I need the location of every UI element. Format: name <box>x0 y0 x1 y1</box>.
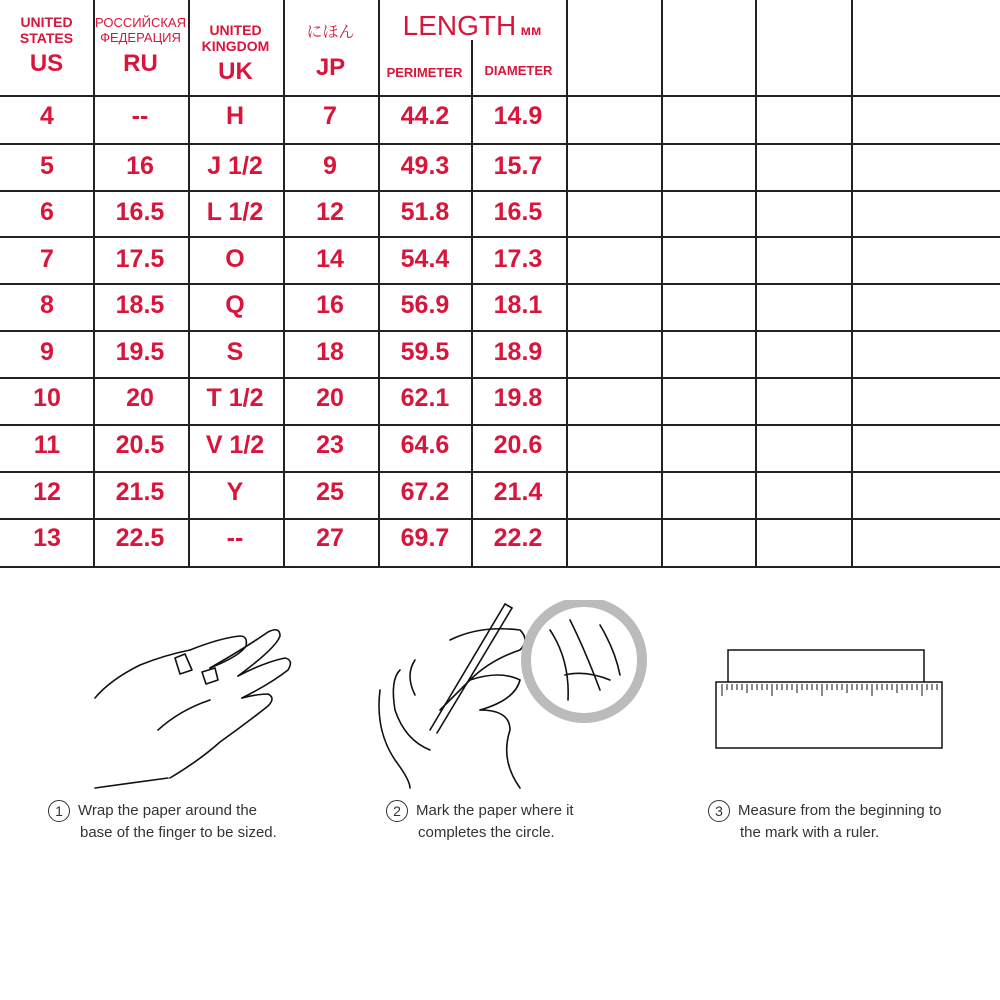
cell-diameter: 18.1 <box>493 291 543 319</box>
cell-us: 5 <box>40 152 54 180</box>
cell-diameter: 18.9 <box>493 338 543 366</box>
cell-uk: Y <box>226 478 244 506</box>
cell-perimeter: 56.9 <box>400 291 450 319</box>
cell-diameter: 19.8 <box>493 384 543 412</box>
cell-us: 9 <box>40 338 54 366</box>
cell-uk: H <box>225 102 245 130</box>
cell-jp: 20 <box>316 384 344 412</box>
step-number: 1 <box>48 800 70 822</box>
cell-us: 12 <box>33 478 61 506</box>
cell-diameter: 16.5 <box>493 198 543 226</box>
cell-us: 13 <box>33 524 61 552</box>
step-text: Wrap the paper around the <box>78 802 258 819</box>
grid-line <box>0 95 1000 97</box>
step-2 <box>386 800 574 844</box>
header-uk <box>188 22 283 86</box>
cell-ru: 16 <box>126 152 154 180</box>
cell-perimeter: 59.5 <box>400 338 450 366</box>
grid-line <box>0 236 1000 238</box>
cell-uk: V 1/2 <box>205 431 265 459</box>
grid-line <box>0 377 1000 379</box>
cell-jp: 18 <box>316 338 344 366</box>
grid-line <box>0 190 1000 192</box>
cell-perimeter: 67.2 <box>400 478 450 506</box>
step-text: base of the finger to be sized. <box>80 824 277 842</box>
cell-us: 6 <box>40 198 54 226</box>
step-number: 3 <box>708 800 730 822</box>
step-number: 2 <box>386 800 408 822</box>
cell-us: 11 <box>33 431 61 459</box>
cell-perimeter: 49.3 <box>400 152 450 180</box>
header-perimeter: PERIMETER <box>386 65 463 80</box>
header-diameter: DIAMETER <box>484 63 553 78</box>
cell-ru: 22.5 <box>115 524 165 552</box>
cell-perimeter: 62.1 <box>400 384 450 412</box>
grid-line <box>0 283 1000 285</box>
grid-line <box>0 330 1000 332</box>
cell-uk: O <box>225 245 245 273</box>
ruler-illustration <box>714 648 946 752</box>
cell-uk: Q <box>225 291 245 319</box>
grid-line <box>0 566 1000 568</box>
step-3 <box>708 800 941 844</box>
grid-line <box>0 518 1000 520</box>
cell-diameter: 20.6 <box>493 431 543 459</box>
header-length-title: LENGTH <box>402 10 517 41</box>
cell-jp: 16 <box>316 291 344 319</box>
cell-uk: S <box>226 338 244 366</box>
cell-diameter: 14.9 <box>493 102 543 130</box>
header-us-code: US <box>29 50 64 78</box>
cell-diameter: 22.2 <box>493 524 543 552</box>
cell-uk: J 1/2 <box>207 152 263 180</box>
cell-ru: 16.5 <box>115 198 165 226</box>
cell-jp: 25 <box>316 478 344 506</box>
cell-diameter: 17.3 <box>493 245 543 273</box>
cell-ru: 17.5 <box>115 245 165 273</box>
cell-us: 10 <box>33 384 61 412</box>
cell-jp: 12 <box>316 198 344 226</box>
grid-line <box>0 143 1000 145</box>
hand-mark-illustration <box>370 600 660 790</box>
cell-ru: 20.5 <box>115 431 165 459</box>
header-ru <box>93 16 188 77</box>
step-text: Mark the paper where it <box>416 802 574 819</box>
header-us <box>0 14 93 78</box>
cell-ru: 20 <box>126 384 154 412</box>
cell-jp: 14 <box>316 245 344 273</box>
cell-jp: 27 <box>316 524 344 552</box>
hand-wrap-illustration <box>80 610 320 800</box>
step-1 <box>48 800 277 844</box>
cell-us: 7 <box>40 245 54 273</box>
cell-uk: T 1/2 <box>206 384 264 412</box>
header-ru-code: RU <box>123 49 158 77</box>
cell-diameter: 15.7 <box>493 152 543 180</box>
header-uk-code: UK <box>218 58 253 86</box>
cell-perimeter: 44.2 <box>400 102 450 130</box>
header-jp-label: にほん <box>306 24 355 41</box>
header-jp-code: JP <box>315 54 346 82</box>
cell-jp: 23 <box>316 431 344 459</box>
header-ru-label: РОССИЙСКАЯ ФЕДЕРАЦИЯ <box>95 15 186 45</box>
step-text: Measure from the beginning to <box>738 802 942 819</box>
header-us-label: UNITED STATES <box>19 14 74 47</box>
cell-uk: -- <box>226 524 244 552</box>
cell-ru: 18.5 <box>115 291 165 319</box>
step-text: completes the circle. <box>418 824 555 842</box>
grid-line <box>0 424 1000 426</box>
header-jp <box>283 24 378 82</box>
cell-us: 4 <box>40 102 54 130</box>
grid-line <box>0 471 1000 473</box>
cell-perimeter: 54.4 <box>400 245 450 273</box>
header-length <box>378 10 566 42</box>
step-text: the mark with a ruler. <box>740 824 880 842</box>
cell-ru: -- <box>131 102 149 130</box>
cell-ru: 21.5 <box>115 478 165 506</box>
cell-diameter: 21.4 <box>493 478 543 506</box>
cell-perimeter: 69.7 <box>400 524 450 552</box>
cell-perimeter: 64.6 <box>400 431 450 459</box>
cell-uk: L 1/2 <box>206 198 264 226</box>
header-length-unit: мм <box>520 22 542 38</box>
header-uk-label: UNITED KINGDOM <box>201 22 270 55</box>
cell-jp: 7 <box>323 102 337 130</box>
cell-perimeter: 51.8 <box>400 198 450 226</box>
cell-jp: 9 <box>323 152 337 180</box>
cell-ru: 19.5 <box>115 338 165 366</box>
cell-us: 8 <box>40 291 54 319</box>
